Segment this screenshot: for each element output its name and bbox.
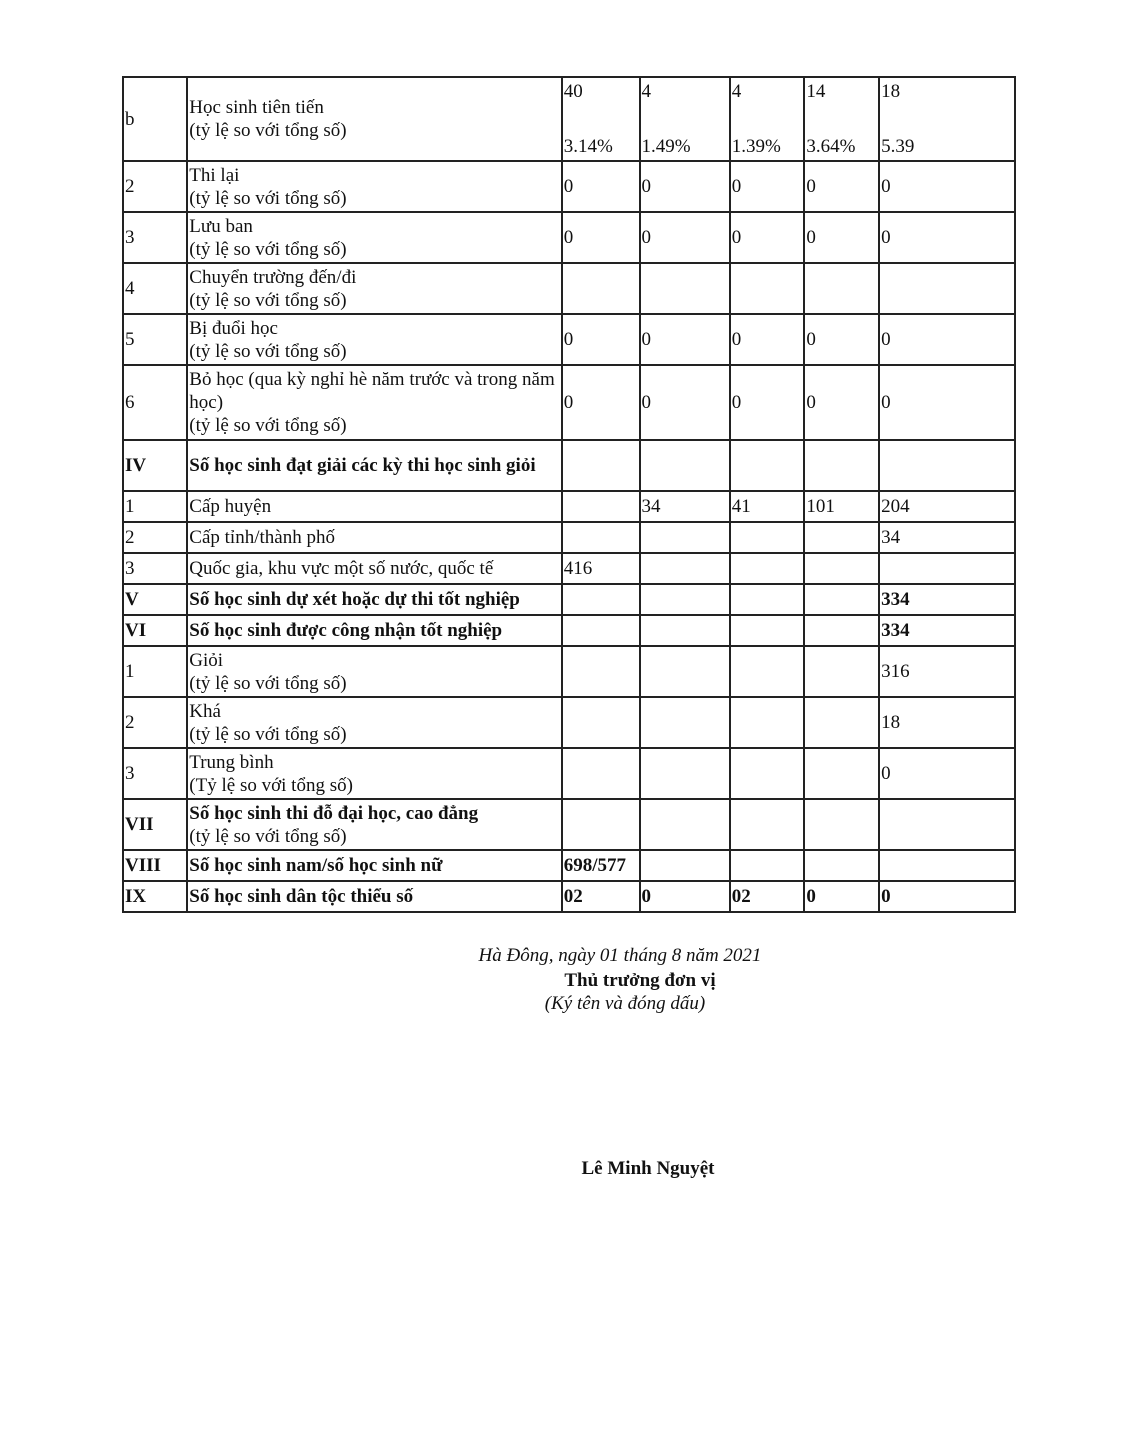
- value-cell: 101: [804, 491, 879, 522]
- value-cell: [640, 850, 730, 881]
- table-row: [123, 850, 1015, 881]
- value-count: 4: [731, 81, 742, 102]
- table-row: [123, 263, 1015, 314]
- value-cell: [879, 440, 1015, 491]
- value-count: 4: [641, 81, 651, 102]
- value-cell: 02: [562, 881, 640, 912]
- value-count: 40: [563, 81, 583, 102]
- value-cell: [804, 440, 879, 491]
- value-cell: [730, 850, 805, 881]
- value-cell: 0: [562, 314, 640, 365]
- value-cell: 18: [879, 697, 1015, 748]
- row-index-cell: 1: [123, 646, 187, 697]
- value-cell: [879, 263, 1015, 314]
- table-row: [123, 799, 1015, 850]
- value-cell: 0: [804, 365, 879, 440]
- table-row: [123, 584, 1015, 615]
- row-label: Số học sinh nam/số học sinh nữ: [189, 855, 443, 876]
- value-cell: [804, 748, 879, 799]
- value-cell: [562, 440, 640, 491]
- signature-place-date: Hà Đông, ngày 01 tháng 8 năm 2021: [478, 945, 762, 966]
- table-row: [123, 440, 1015, 491]
- value-count: 14: [806, 81, 826, 102]
- value-cell: [562, 697, 640, 748]
- value-cell: 0: [730, 365, 805, 440]
- row-label: Khá: [189, 700, 221, 722]
- value-cell: [730, 697, 805, 748]
- row-label-cell: [187, 748, 561, 799]
- value-cell: 0: [879, 314, 1015, 365]
- row-sublabel: (tỷ lệ so với tổng số): [189, 238, 347, 260]
- value-cell: 0: [804, 212, 879, 263]
- value-cell: [730, 584, 805, 615]
- value-cell: [640, 615, 730, 646]
- row-label: Bị đuổi học: [189, 317, 278, 339]
- row-label: Số học sinh dân tộc thiểu số: [189, 886, 414, 907]
- table-row: [123, 553, 1015, 584]
- row-index-cell: 3: [123, 748, 187, 799]
- value-cell: 0: [640, 212, 730, 263]
- value-cell: [562, 584, 640, 615]
- value-cell: 0: [879, 748, 1015, 799]
- row-index-cell: 2: [123, 161, 187, 212]
- row-label: Số học sinh thi đỗ đại học, cao đẳng: [189, 802, 479, 824]
- value-cell: [640, 263, 730, 314]
- value-cell: 0: [879, 212, 1015, 263]
- value-cell: [640, 697, 730, 748]
- value-cell: [640, 646, 730, 697]
- row-index-cell: VII: [123, 799, 187, 850]
- row-label: Quốc gia, khu vực một số nước, quốc tế: [189, 558, 494, 579]
- row-label-cell: [187, 263, 561, 314]
- value-cell: [879, 850, 1015, 881]
- row-label: Lưu ban: [189, 215, 253, 237]
- value-cell: [730, 77, 805, 161]
- value-cell: 0: [640, 314, 730, 365]
- row-sublabel: (tỷ lệ so với tổng số): [189, 289, 347, 311]
- value-percent: 5.39: [881, 136, 915, 157]
- value-cell: 0: [730, 161, 805, 212]
- value-cell: [730, 615, 805, 646]
- value-cell: [804, 850, 879, 881]
- row-label-cell: [187, 212, 561, 263]
- statistics-table: [122, 76, 1016, 913]
- value-cell: [879, 553, 1015, 584]
- value-cell: 0: [562, 365, 640, 440]
- value-cell: [730, 522, 805, 553]
- value-cell: 334: [879, 584, 1015, 615]
- row-sublabel: (tỷ lệ so với tổng số): [189, 825, 347, 847]
- table-row: [123, 77, 1015, 161]
- table-row: [123, 161, 1015, 212]
- value-cell: [804, 584, 879, 615]
- row-index-cell: V: [123, 584, 187, 615]
- row-label: Bỏ học (qua kỳ nghỉ hè năm trước và trong năm học): [189, 369, 555, 413]
- row-label: Giỏi: [189, 649, 224, 671]
- row-index-cell: VI: [123, 615, 187, 646]
- row-label-cell: [187, 491, 561, 522]
- row-label-cell: [187, 365, 561, 440]
- value-cell: [879, 799, 1015, 850]
- value-cell: [730, 799, 805, 850]
- signer-name: Lê Minh Nguyệt: [581, 1158, 715, 1179]
- value-cell: [562, 263, 640, 314]
- table-row: [123, 365, 1015, 440]
- value-cell: 698/577: [562, 850, 640, 881]
- row-index-cell: IX: [123, 881, 187, 912]
- row-sublabel: (tỷ lệ so với tổng số): [189, 672, 347, 694]
- value-cell: [562, 748, 640, 799]
- row-label: Số học sinh được công nhận tốt nghiệp: [189, 620, 503, 641]
- value-cell: [640, 748, 730, 799]
- row-label: Học sinh tiên tiến: [189, 97, 324, 118]
- value-percent: 3.64%: [806, 136, 856, 157]
- row-label-cell: [187, 314, 561, 365]
- value-cell: 0: [730, 212, 805, 263]
- value-cell: [804, 799, 879, 850]
- value-cell: [562, 77, 640, 161]
- row-label-cell: [187, 584, 561, 615]
- value-cell: [640, 77, 730, 161]
- row-label-cell: [187, 615, 561, 646]
- table-row: [123, 491, 1015, 522]
- value-cell: [730, 646, 805, 697]
- value-cell: 0: [804, 881, 879, 912]
- table-row: [123, 881, 1015, 912]
- value-percent: 1.49%: [641, 136, 691, 157]
- row-index-cell: b: [123, 77, 187, 161]
- value-cell: [640, 584, 730, 615]
- value-cell: 416: [562, 553, 640, 584]
- value-cell: 0: [640, 161, 730, 212]
- row-label: Cấp tỉnh/thành phố: [189, 527, 335, 548]
- row-label-cell: [187, 553, 561, 584]
- row-index-cell: IV: [123, 440, 187, 491]
- value-cell: 41: [730, 491, 805, 522]
- signature-title: Thủ trưởng đơn vị: [564, 970, 716, 991]
- row-label-cell: [187, 646, 561, 697]
- value-cell: 0: [640, 365, 730, 440]
- value-cell: 0: [640, 881, 730, 912]
- row-label-cell: [187, 161, 561, 212]
- row-label: Thi lại: [189, 164, 240, 186]
- value-cell: [562, 646, 640, 697]
- table-row: [123, 646, 1015, 697]
- table-row: [123, 212, 1015, 263]
- value-cell: [804, 646, 879, 697]
- row-sublabel: (tỷ lệ so với tổng số): [189, 120, 347, 141]
- row-label: Cấp huyện: [189, 496, 272, 517]
- value-cell: 0: [804, 314, 879, 365]
- row-sublabel: (tỷ lệ so với tổng số): [189, 187, 347, 209]
- value-cell: [804, 263, 879, 314]
- value-cell: 02: [730, 881, 805, 912]
- row-label-cell: [187, 522, 561, 553]
- row-label-cell: [187, 697, 561, 748]
- row-sublabel: (tỷ lệ so với tổng số): [189, 340, 347, 362]
- row-index-cell: 5: [123, 314, 187, 365]
- value-cell: 334: [879, 615, 1015, 646]
- row-sublabel: (Tỷ lệ so với tổng số): [189, 774, 353, 796]
- value-cell: 316: [879, 646, 1015, 697]
- row-index-cell: 2: [123, 697, 187, 748]
- value-cell: 0: [562, 161, 640, 212]
- value-cell: [562, 615, 640, 646]
- value-cell: [804, 522, 879, 553]
- row-index-cell: 6: [123, 365, 187, 440]
- row-label-cell: [187, 77, 561, 161]
- value-cell: 0: [562, 212, 640, 263]
- value-cell: [804, 615, 879, 646]
- row-index-cell: 1: [123, 491, 187, 522]
- value-cell: 0: [879, 365, 1015, 440]
- row-index-cell: VIII: [123, 850, 187, 881]
- value-cell: 0: [730, 314, 805, 365]
- row-label: Chuyển trường đến/đi: [189, 266, 357, 288]
- value-cell: [640, 553, 730, 584]
- row-label: Số học sinh đạt giải các kỳ thi học sinh giỏi: [189, 455, 536, 476]
- value-cell: [730, 748, 805, 799]
- value-cell: [804, 77, 879, 161]
- table-row: [123, 748, 1015, 799]
- value-cell: [804, 553, 879, 584]
- value-count: 18: [881, 81, 901, 102]
- row-label-cell: [187, 881, 561, 912]
- value-cell: 0: [879, 161, 1015, 212]
- value-cell: [730, 263, 805, 314]
- table-row: [123, 615, 1015, 646]
- row-index-cell: 4: [123, 263, 187, 314]
- row-label-cell: [187, 440, 561, 491]
- row-label: Trung bình: [189, 751, 274, 773]
- row-index-cell: 2: [123, 522, 187, 553]
- row-label-cell: [187, 799, 561, 850]
- row-sublabel: (tỷ lệ so với tổng số): [189, 723, 347, 745]
- row-index-cell: 3: [123, 212, 187, 263]
- value-cell: [640, 440, 730, 491]
- value-cell: [562, 491, 640, 522]
- row-index-cell: 3: [123, 553, 187, 584]
- value-cell: [879, 77, 1015, 161]
- value-cell: [730, 440, 805, 491]
- table-row: [123, 522, 1015, 553]
- value-cell: 34: [879, 522, 1015, 553]
- table-row: [123, 697, 1015, 748]
- value-cell: [562, 522, 640, 553]
- value-cell: 0: [879, 881, 1015, 912]
- row-label: Số học sinh dự xét hoặc dự thi tốt nghiệp: [189, 589, 520, 610]
- value-cell: 204: [879, 491, 1015, 522]
- value-cell: [804, 697, 879, 748]
- row-label-cell: [187, 850, 561, 881]
- value-cell: [730, 553, 805, 584]
- signature-note: (Ký tên và đóng dấu): [544, 993, 706, 1014]
- value-cell: 0: [804, 161, 879, 212]
- value-cell: [562, 799, 640, 850]
- row-sublabel: (tỷ lệ so với tổng số): [189, 415, 347, 436]
- value-percent: 3.14%: [563, 136, 613, 157]
- value-cell: [640, 522, 730, 553]
- value-cell: 34: [640, 491, 730, 522]
- value-cell: [640, 799, 730, 850]
- table-row: [123, 314, 1015, 365]
- value-percent: 1.39%: [731, 136, 781, 157]
